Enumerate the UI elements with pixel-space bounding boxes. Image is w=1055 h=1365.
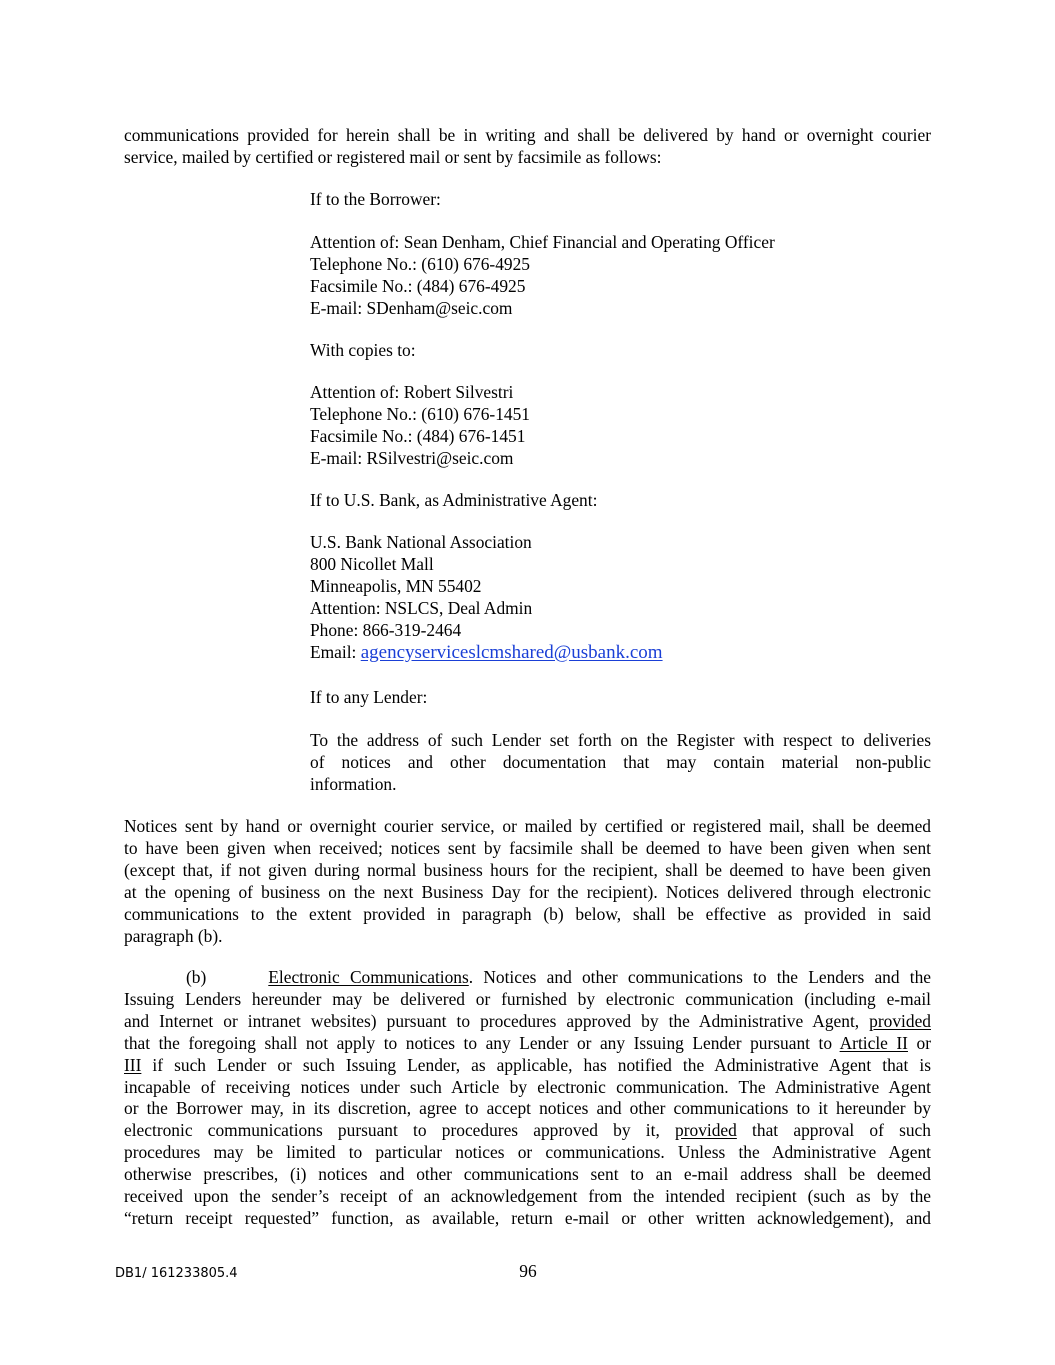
- copies-email: E-mail: RSilvestri@seic.com: [310, 447, 514, 468]
- provided-term: provided: [675, 1120, 737, 1141]
- section-b-label: (b): [186, 967, 207, 987]
- copies-contact-block: [310, 382, 931, 470]
- agent-name: U.S. Bank National Association: [310, 532, 532, 552]
- section-b-paragraph: (b) Electronic Communications. Notices and other communications to the Lenders and the Issuing Lenders hereunder may be delivered or furnished by electronic communication (including e-mail and Internet or intranet websites) pursuant to procedures approved by the Administrative Agent, provided that the foregoing shall not apply to notices to any Lender or any Issuing Lender pursuant to Article II or III if such Lender or such Issuing Lender, as applicable, has notified the Administrative Agent that is incapable of receiving notices under such Article by electronic communication. The Administrative Agent or the Borrower may, in its discretion, agree to accept notices and other communications to it hereunder by electronic communications pursuant to procedures approved by it, provided that approval of such procedures may be limited to particular notices or communications. Unless the Administrative Agent otherwise prescribes, (i) notices and other communications sent to an e-mail address shall be deemed received upon the sender’s receipt of an acknowledgement from the intended recipient (such as by the “return receipt requested” function, as available, return e-mail or other written acknowledgement), and: [124, 967, 932, 1228]
- copies-facsimile: Facsimile No.: (484) 676-1451: [310, 425, 526, 446]
- page-number: 96: [519, 1261, 537, 1281]
- intro-line: communications provided for herein shall be in writing and shall be delivered by hand or overnight courier: [124, 125, 931, 145]
- borrower-telephone: Telephone No.: (610) 676-4925: [310, 253, 530, 274]
- agent-email-link[interactable]: agencyserviceslcmshared@usbank.com: [360, 641, 663, 663]
- notices-paragraph: Notices sent by hand or overnight courier service, or mailed by certified or registered mail, shall be deemed to have been given when received; notices sent by facsimile shall be deemed to have been given when sent (except that, if not given during normal business hours for the recipient, shall be deemed to have been given at the opening of business on the next Business Day for the recipient). Notices delivered through electronic communications to the extent provided in paragraph (b) below, shall be effective as provided in said paragraph (b).: [124, 816, 931, 946]
- borrower-facsimile: Facsimile No.: (484) 676-4925: [310, 275, 526, 296]
- intro-paragraph: [124, 125, 931, 169]
- borrower-contact-block: [310, 232, 931, 320]
- copies-attention: Attention of: Robert Silvestri: [310, 382, 514, 402]
- agent-heading: If to U.S. Bank, as Administrative Agent:: [310, 490, 598, 510]
- copies-heading: With copies to:: [310, 340, 416, 360]
- provided-term: provided: [869, 1010, 931, 1031]
- section-b-title: Electronic Communications: [268, 967, 469, 987]
- agent-email-line: Email: agencyserviceslcmshared@usbank.com: [310, 641, 663, 663]
- document-id: DB1/ 161233805.4: [115, 1266, 238, 1281]
- agent-phone: Phone: 866-319-2464: [310, 619, 462, 640]
- agent-city: Minneapolis, MN 55402: [310, 575, 482, 596]
- borrower-email: E-mail: SDenham@seic.com: [310, 297, 513, 318]
- borrower-heading: If to the Borrower:: [310, 189, 441, 209]
- article-ii-reference: Article II: [839, 1032, 908, 1053]
- agent-address-block: [310, 532, 931, 663]
- agent-attention: Attention: NSLCS, Deal Admin: [310, 597, 533, 618]
- borrower-attention: Attention of: Sean Denham, Chief Financial and Operating Officer: [310, 232, 775, 252]
- lender-address-paragraph: To the address of such Lender set forth on the Register with respect to deliveries of notices and other documentation that may contain material non-public information.: [310, 730, 931, 794]
- copies-telephone: Telephone No.: (610) 676-1451: [310, 403, 530, 424]
- intro-line: service, mailed by certified or registered mail or sent by facsimile as follows:: [124, 146, 662, 167]
- lender-heading: If to any Lender:: [310, 687, 428, 707]
- article-iii-reference: III: [124, 1054, 142, 1075]
- agent-street: 800 Nicollet Mall: [310, 553, 434, 574]
